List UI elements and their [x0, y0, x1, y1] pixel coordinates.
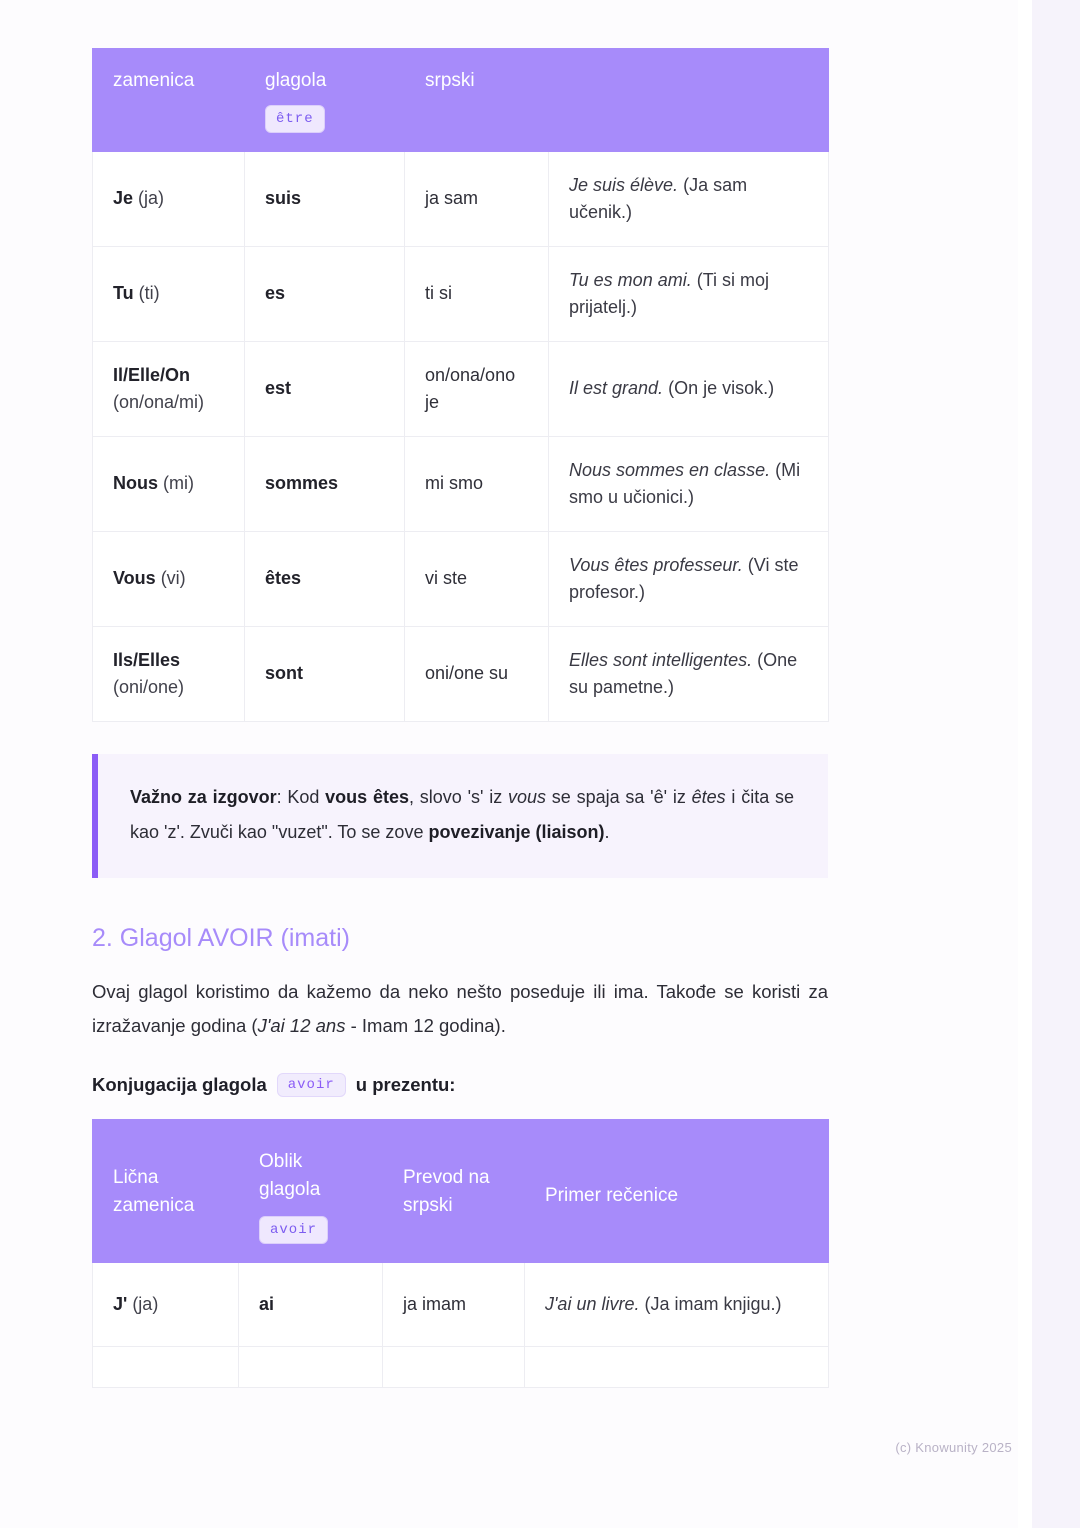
column-header-label: srpski [425, 70, 475, 91]
cell-pronoun [93, 151, 245, 246]
pronoun-light: (ti) [138, 283, 160, 304]
avoir-conjugation-table [92, 1119, 829, 1387]
cell-example [549, 626, 829, 721]
column-header-label: Prevod na srpski [403, 1167, 490, 1217]
cell-pronoun [93, 436, 245, 531]
table-row [93, 1262, 829, 1346]
cell-form: es [245, 246, 405, 341]
pronunciation-callout: Važno za izgovor: Kod vous êtes, slovo 's' iz vous se spaja sa 'ê' iz êtes i čita se kao 'z'. Zvuči kao "vuzet". To se zove povezivanje (liaison). [92, 754, 828, 878]
example-serbian: (On je visok.) [668, 378, 775, 399]
page-right-gap [1018, 0, 1032, 1528]
table-header-row [93, 49, 829, 152]
column-header-example [525, 1120, 829, 1262]
column-header-form [245, 49, 405, 152]
page-right-edge [1032, 0, 1080, 1528]
column-header-label: Oblik glagola [259, 1151, 321, 1201]
cell-pronoun [93, 1262, 239, 1346]
column-header-pronoun [93, 49, 245, 152]
document-content [92, 0, 828, 1388]
pronoun-light: (ja) [132, 1293, 159, 1314]
example-french: Je suis élève. [569, 174, 679, 195]
table-row [93, 151, 829, 246]
cell-form [239, 1346, 383, 1387]
column-header-example [549, 49, 829, 152]
avoir-code-chip: avoir [277, 1073, 346, 1097]
cell-example [525, 1262, 829, 1346]
cell-form: sommes [245, 436, 405, 531]
cell-translation: vi ste [405, 531, 549, 626]
etre-conjugation-table [92, 48, 829, 722]
example-french: Elles sont intelligentes. [569, 649, 753, 670]
table-row [93, 531, 829, 626]
pronoun-light: (ja) [138, 188, 165, 209]
cell-pronoun [93, 341, 245, 436]
cell-translation: mi smo [405, 436, 549, 531]
example-french: J'ai un livre. [545, 1293, 640, 1314]
cell-form: êtes [245, 531, 405, 626]
cell-form: ai [239, 1262, 383, 1346]
section-paragraph: Ovaj glagol koristimo da kažemo da neko nešto poseduje ili ima. Takođe se koristi za izražavanje godina (J'ai 12 ans - Imam 12 godina). [92, 981, 828, 1037]
table-row [93, 246, 829, 341]
cell-example [549, 246, 829, 341]
pronoun-light: (oni/one) [113, 676, 185, 697]
pronoun-bold: Il/Elle/On [113, 364, 191, 385]
cell-example [549, 531, 829, 626]
column-header-translation [383, 1120, 525, 1262]
cell-translation: ti si [405, 246, 549, 341]
pronoun-light: (vi) [160, 568, 186, 589]
cell-form: suis [245, 151, 405, 246]
table-row [93, 626, 829, 721]
cell-example [549, 151, 829, 246]
column-header-label: zamenica [113, 70, 195, 91]
cell-translation: ja imam [383, 1262, 525, 1346]
column-header-translation [405, 49, 549, 152]
column-header-label: Lična zamenica [113, 1167, 195, 1217]
etre-code-chip: être [265, 105, 325, 133]
cell-pronoun [93, 246, 245, 341]
pronoun-light: (on/ona/mi) [113, 391, 205, 412]
cell-translation: oni/one su [405, 626, 549, 721]
example-serbian: (Mi smo u učionici.) [569, 459, 801, 507]
cell-example [525, 1346, 829, 1387]
section-heading-avoir: 2. Glagol AVOIR (imati) [92, 924, 350, 953]
column-header-label: glagola [265, 70, 327, 91]
column-header-form [239, 1120, 383, 1262]
table-row [93, 1346, 829, 1387]
cell-translation: on/ona/ono je [405, 341, 549, 436]
cell-example [549, 436, 829, 531]
cell-translation: ja sam [405, 151, 549, 246]
example-french: Vous êtes professeur. [569, 554, 743, 575]
conjugation-lead: Konjugacija glagola avoir u prezentu: [92, 1074, 456, 1096]
avoir-header-code-chip: avoir [259, 1216, 328, 1244]
cell-pronoun [93, 531, 245, 626]
table-row [93, 341, 829, 436]
cell-pronoun [93, 1346, 239, 1387]
example-french: Tu es mon ami. [569, 269, 692, 290]
table-row [93, 436, 829, 531]
column-header-label: Primer rečenice [545, 1185, 679, 1207]
example-serbian: (Vi ste profesor.) [569, 554, 799, 602]
cell-example [549, 341, 829, 436]
pronoun-bold: J' [113, 1293, 128, 1314]
pronoun-bold: Ils/Elles [113, 649, 181, 670]
example-french: Il est grand. [569, 378, 664, 399]
cell-form: est [245, 341, 405, 436]
cell-translation [383, 1346, 525, 1387]
cell-pronoun [93, 626, 245, 721]
example-french: Nous sommes en classe. [569, 459, 771, 480]
example-serbian: (One su pametne.) [569, 649, 798, 697]
example-serbian: (Ja sam učenik.) [569, 174, 748, 222]
callout-lead: Važno za izgovor [130, 786, 277, 807]
cell-form: sont [245, 626, 405, 721]
column-header-pronoun [93, 1120, 239, 1262]
table-header-row [93, 1120, 829, 1262]
example-italic: J'ai 12 ans [257, 1015, 346, 1037]
pronoun-bold: Vous [113, 568, 156, 589]
pronoun-bold: Nous [113, 473, 158, 494]
pronoun-bold: Je [113, 188, 134, 209]
example-serbian: (Ja imam knjigu.) [644, 1293, 782, 1314]
copyright-watermark: (c) Knowunity 2025 [895, 1440, 1012, 1455]
pronoun-light: (mi) [163, 473, 194, 494]
pronoun-bold: Tu [113, 283, 134, 304]
example-serbian: (Ti si moj prijatelj.) [569, 269, 770, 317]
